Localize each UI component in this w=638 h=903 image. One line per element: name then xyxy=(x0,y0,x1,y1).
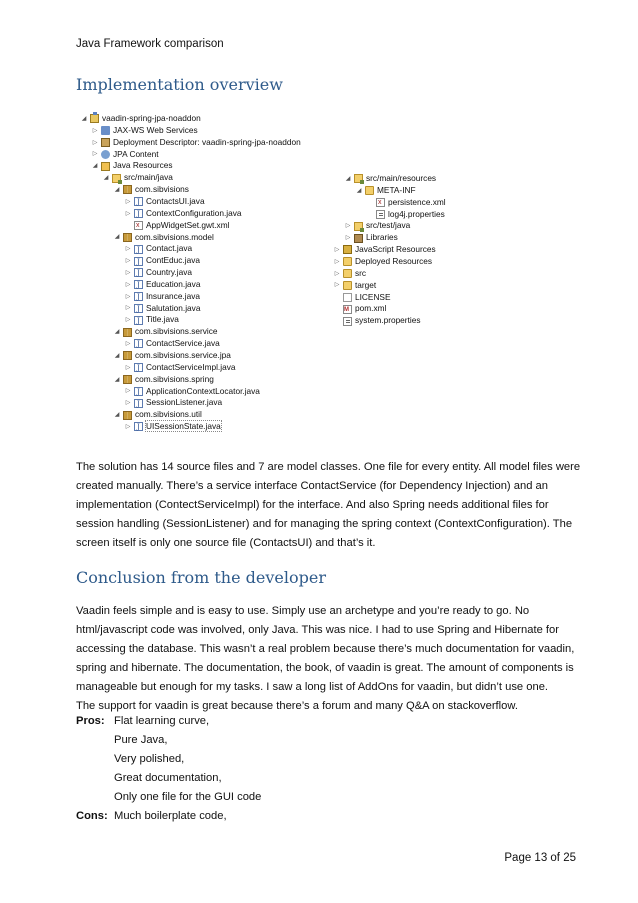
tree-item-label: vaadin-spring-jpa-noaddon xyxy=(102,113,201,123)
tree-item[interactable] xyxy=(113,408,202,420)
tree-item[interactable] xyxy=(344,172,436,184)
tree-item[interactable] xyxy=(80,112,201,124)
tree-item-label: src xyxy=(355,267,367,278)
xml-file-icon xyxy=(134,221,143,230)
expanded-arrow-icon[interactable]: ◢ xyxy=(114,412,120,419)
collapsed-arrow-icon[interactable]: ▷ xyxy=(125,246,131,253)
tree-item-label: META-INF xyxy=(377,184,416,195)
paragraph-line: accessing the database. This wasn’t a real problem because there’s much documentation for vaadin, xyxy=(76,643,575,655)
tree-item-label: ContactServiceImpl.java xyxy=(146,361,236,372)
collapsed-arrow-icon[interactable]: ▷ xyxy=(334,258,340,265)
collapsed-arrow-icon[interactable]: ▷ xyxy=(334,282,340,289)
tree-item[interactable] xyxy=(124,254,200,266)
tree-item[interactable] xyxy=(124,337,220,349)
paragraph-line: The support for vaadin is great because there’s a forum and many Q&A on stackoverflow. xyxy=(76,700,518,712)
paragraph-line: The solution has 14 source files and 7 are model classes. One file for every entity. All model files were xyxy=(76,461,581,473)
tree-item-label: com.sibvisions xyxy=(135,184,189,195)
expanded-arrow-icon[interactable]: ◢ xyxy=(81,115,87,122)
expanded-arrow-icon[interactable]: ◢ xyxy=(114,329,120,336)
expanded-arrow-icon[interactable]: ◢ xyxy=(345,175,351,182)
source-folder-icon xyxy=(112,174,121,183)
tree-item-label: Java Resources xyxy=(113,160,173,171)
tree-item[interactable] xyxy=(113,183,189,195)
package-icon xyxy=(123,233,132,242)
collapsed-arrow-icon[interactable]: ▷ xyxy=(125,198,131,205)
tree-item[interactable] xyxy=(113,325,218,337)
paragraph-line: created manually. There’s a service interface ContactService (for Dependency Injection) and an xyxy=(76,480,548,492)
tree-item[interactable] xyxy=(355,184,416,196)
tree-item[interactable] xyxy=(333,267,366,279)
tree-item[interactable] xyxy=(333,291,391,303)
tree-item[interactable] xyxy=(124,195,205,207)
tree-item-label: log4j.properties xyxy=(388,208,445,219)
tree-item-label: LICENSE xyxy=(355,291,391,302)
pros-label: Pros: xyxy=(76,715,105,727)
conclusion-paragraph xyxy=(76,602,575,716)
package-icon xyxy=(123,351,132,360)
tree-item[interactable] xyxy=(113,231,214,243)
tree-item[interactable] xyxy=(366,196,446,208)
java-file-icon xyxy=(134,257,143,266)
tree-item-label: AppWidgetSet.gwt.xml xyxy=(146,219,230,230)
folder-icon xyxy=(343,257,352,266)
conclusion-heading: Conclusion from the developer xyxy=(76,568,326,587)
page-number: Page 13 of 25 xyxy=(504,852,576,864)
tree-item[interactable] xyxy=(366,208,445,220)
package-icon xyxy=(123,185,132,194)
collapsed-arrow-icon[interactable]: ▷ xyxy=(125,364,131,371)
cons-item: Much boilerplate code, xyxy=(114,810,227,822)
tree-item[interactable] xyxy=(124,361,235,373)
maven-file-icon xyxy=(343,305,352,314)
tree-item[interactable] xyxy=(124,242,192,254)
document-header: Java Framework comparison xyxy=(76,38,224,50)
tree-item[interactable] xyxy=(113,349,231,361)
javascript-resources-icon xyxy=(343,245,352,254)
folder-icon xyxy=(365,186,374,195)
tree-item[interactable] xyxy=(91,159,173,171)
tree-item[interactable] xyxy=(124,207,241,219)
expanded-arrow-icon[interactable]: ◢ xyxy=(356,187,362,194)
tree-item[interactable] xyxy=(333,243,436,255)
tree-item[interactable] xyxy=(124,266,192,278)
tree-item-label: Education.java xyxy=(146,278,201,289)
tree-item-label: Contact.java xyxy=(146,243,193,254)
collapsed-arrow-icon[interactable]: ▷ xyxy=(92,127,98,134)
package-icon xyxy=(123,375,132,384)
java-file-icon xyxy=(134,280,143,289)
paragraph-line: screen itself is only one source file (ContactsUI) and that’s it. xyxy=(76,537,376,549)
collapsed-arrow-icon[interactable]: ▷ xyxy=(125,210,131,217)
implementation-paragraph xyxy=(76,458,581,553)
project-icon xyxy=(90,114,99,123)
paragraph-line: spring and hibernate. The documentation, the book, of vaadin is great. The amount of components is xyxy=(76,662,574,674)
collapsed-arrow-icon[interactable]: ▷ xyxy=(345,223,351,230)
tree-item-label: ContactsUI.java xyxy=(146,195,205,206)
paragraph-line: session handling (SessionListener) and for managing the spring context (ContextConfiguration). The xyxy=(76,518,573,530)
tree-item[interactable] xyxy=(333,314,420,326)
tree-item-label: ContextConfiguration.java xyxy=(146,207,242,218)
tree-item-label: src/main/java xyxy=(124,172,173,183)
java-file-icon xyxy=(134,268,143,277)
collapsed-arrow-icon[interactable]: ▷ xyxy=(92,151,98,158)
folder-icon xyxy=(343,281,352,290)
tree-item[interactable] xyxy=(333,279,376,291)
tree-item-label: src/main/resources xyxy=(366,173,437,183)
tree-item-label: com.sibvisions.model xyxy=(135,231,214,242)
collapsed-arrow-icon[interactable]: ▷ xyxy=(125,269,131,276)
library-icon xyxy=(354,234,363,243)
expanded-arrow-icon[interactable]: ◢ xyxy=(92,163,98,170)
expanded-arrow-icon[interactable]: ◢ xyxy=(114,186,120,193)
collapsed-arrow-icon[interactable]: ▷ xyxy=(125,305,131,312)
pros-item: Flat learning curve, xyxy=(114,715,210,727)
pros-item: Great documentation, xyxy=(114,772,222,784)
paragraph-line: manageable but enough for my tasks. I saw a long list of AddOns for vaadin, but didn’t use one. xyxy=(76,681,549,693)
xml-file-icon xyxy=(376,198,385,207)
tree-item[interactable] xyxy=(124,396,222,408)
package-icon xyxy=(123,328,132,337)
source-folder-icon xyxy=(354,174,363,183)
collapsed-arrow-icon[interactable]: ▷ xyxy=(125,340,131,347)
paragraph-line: Vaadin feels simple and is easy to use. Simply use an archetype and you’re ready to go. No xyxy=(76,605,530,617)
collapsed-arrow-icon[interactable]: ▷ xyxy=(125,293,131,300)
tree-item-label: Libraries xyxy=(366,232,398,243)
tree-item-label: src/test/java xyxy=(366,220,411,231)
tree-item-label: com.sibvisions.spring xyxy=(135,373,214,384)
tree-item-label: pom.xml xyxy=(355,303,387,314)
collapsed-arrow-icon[interactable]: ▷ xyxy=(345,235,351,242)
tree-item-label: persistence.xml xyxy=(388,196,446,207)
file-icon xyxy=(343,293,352,302)
properties-file-icon xyxy=(343,317,352,326)
collapsed-arrow-icon[interactable]: ▷ xyxy=(334,246,340,253)
collapsed-arrow-icon[interactable]: ▷ xyxy=(125,281,131,288)
tree-item[interactable] xyxy=(344,231,398,243)
collapsed-arrow-icon[interactable]: ▷ xyxy=(125,400,131,407)
tree-item-label: Deployed Resources xyxy=(355,255,433,266)
collapsed-arrow-icon[interactable]: ▷ xyxy=(125,423,131,430)
java-file-icon xyxy=(134,316,143,325)
tree-item[interactable] xyxy=(124,219,229,231)
expanded-arrow-icon[interactable]: ◢ xyxy=(114,376,120,383)
tree-item-label: JAX-WS Web Services xyxy=(113,124,198,135)
java-resources-icon xyxy=(101,162,110,171)
java-file-icon xyxy=(134,245,143,254)
tree-item-label: target xyxy=(355,279,377,290)
java-file-icon xyxy=(134,363,143,372)
tree-item-label: ContEduc.java xyxy=(146,255,200,266)
tree-item[interactable] xyxy=(124,302,200,314)
jpa-icon xyxy=(101,150,110,159)
tree-item-label: ApplicationContextLocator.java xyxy=(146,385,260,396)
tree-item-label: Title.java xyxy=(146,314,179,325)
java-file-icon xyxy=(134,304,143,313)
paragraph-line: implementation (ContectServiceImpl) for the interface. And also Spring needs additional files for xyxy=(76,499,549,511)
tree-item-label: com.sibvisions.util xyxy=(135,409,202,420)
tree-item[interactable] xyxy=(124,420,221,432)
collapsed-arrow-icon[interactable]: ▷ xyxy=(334,270,340,277)
tree-item[interactable] xyxy=(91,124,198,136)
tree-item[interactable] xyxy=(124,385,260,397)
tree-item[interactable] xyxy=(113,373,214,385)
collapsed-arrow-icon[interactable]: ▷ xyxy=(125,317,131,324)
web-services-icon xyxy=(101,126,110,135)
tree-item[interactable] xyxy=(333,302,386,314)
tree-item-label: JavaScript Resources xyxy=(355,244,436,255)
tree-item-label: Salutation.java xyxy=(146,302,201,313)
deployment-descriptor-icon xyxy=(101,138,110,147)
tree-item-label: com.sibvisions.service xyxy=(135,326,218,337)
java-file-icon xyxy=(134,387,143,396)
properties-file-icon xyxy=(376,210,385,219)
tree-item[interactable] xyxy=(91,148,159,160)
java-file-icon xyxy=(134,422,143,431)
tree-item[interactable] xyxy=(124,313,179,325)
expanded-arrow-icon[interactable]: ◢ xyxy=(103,175,109,182)
tree-item-label: Insurance.java xyxy=(146,290,200,301)
tree-item-label: com.sibvisions.service.jpa xyxy=(135,350,231,360)
tree-item[interactable] xyxy=(333,255,432,267)
source-folder-icon xyxy=(354,222,363,231)
java-file-icon xyxy=(134,209,143,218)
tree-item-label: ContactService.java xyxy=(146,338,220,349)
pros-item: Very polished, xyxy=(114,753,185,765)
tree-item-label: Country.java xyxy=(146,267,192,278)
project-explorer-tree-left xyxy=(80,112,340,442)
tree-item-label: UISessionState.java xyxy=(146,421,221,432)
tree-item[interactable] xyxy=(124,278,200,290)
tree-item[interactable] xyxy=(124,290,200,302)
tree-item-label: JPA Content xyxy=(113,148,159,159)
collapsed-arrow-icon[interactable]: ▷ xyxy=(125,388,131,395)
expanded-arrow-icon[interactable]: ◢ xyxy=(114,234,120,241)
folder-icon xyxy=(343,269,352,278)
package-icon xyxy=(123,411,132,420)
implementation-overview-heading: Implementation overview xyxy=(76,75,283,94)
collapsed-arrow-icon[interactable]: ▷ xyxy=(92,139,98,146)
pros-item: Only one file for the GUI code xyxy=(114,791,262,803)
java-file-icon xyxy=(134,292,143,301)
paragraph-line: html/javascript code was involved, only Java. This was nice. I had to use Spring and Hibernate for xyxy=(76,624,559,636)
tree-item[interactable] xyxy=(102,171,173,183)
project-explorer-tree-right xyxy=(322,172,522,332)
collapsed-arrow-icon[interactable]: ▷ xyxy=(125,258,131,264)
tree-item-label: system.properties xyxy=(355,315,421,326)
tree-item-label: SessionListener.java xyxy=(146,397,223,408)
tree-item[interactable] xyxy=(344,219,410,231)
expanded-arrow-icon[interactable]: ◢ xyxy=(114,352,120,359)
java-file-icon xyxy=(134,339,143,348)
pros-item: Pure Java, xyxy=(114,734,168,746)
java-file-icon xyxy=(134,399,143,408)
cons-label: Cons: xyxy=(76,810,108,822)
tree-item[interactable] xyxy=(91,136,301,148)
tree-item-label: Deployment Descriptor: vaadin-spring-jpa-noaddon xyxy=(113,136,301,147)
java-file-icon xyxy=(134,197,143,206)
